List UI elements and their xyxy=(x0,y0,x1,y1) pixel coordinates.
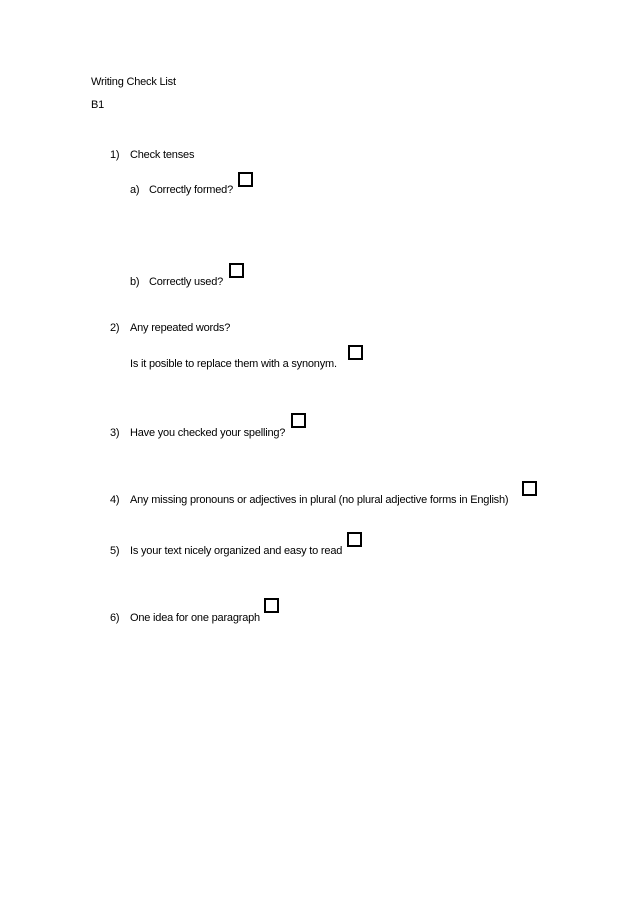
item-text-1: Check tenses xyxy=(130,149,195,161)
item-number-2: 2) xyxy=(110,322,120,334)
checkbox-organized[interactable] xyxy=(347,532,362,547)
item-number-3: 3) xyxy=(110,427,120,439)
checkbox-pronouns[interactable] xyxy=(522,481,537,496)
item-text-2-followup: Is it posible to replace them with a synonym. xyxy=(130,358,337,370)
item-text-5: Is your text nicely organized and easy to read xyxy=(130,545,343,557)
sub-item-text-b: Correctly used? xyxy=(149,276,224,288)
page-title: Writing Check List xyxy=(91,76,176,88)
checkbox-synonym[interactable] xyxy=(348,345,363,360)
checkbox-correctly-formed[interactable] xyxy=(238,172,253,187)
item-number-6: 6) xyxy=(110,612,120,624)
level-label: B1 xyxy=(91,99,105,111)
item-text-4: Any missing pronouns or adjectives in plural (no plural adjective forms in English) xyxy=(130,494,509,506)
item-number-5: 5) xyxy=(110,545,120,557)
item-number-4: 4) xyxy=(110,494,120,506)
checkbox-correctly-used[interactable] xyxy=(229,263,244,278)
item-text-3: Have you checked your spelling? xyxy=(130,427,286,439)
sub-item-number-a: a) xyxy=(130,184,140,196)
sub-item-text-a: Correctly formed? xyxy=(149,184,234,196)
sub-item-number-b: b) xyxy=(130,276,140,288)
checkbox-spelling[interactable] xyxy=(291,413,306,428)
item-text-6: One idea for one paragraph xyxy=(130,612,260,624)
item-text-2: Any repeated words? xyxy=(130,322,231,334)
item-number-1: 1) xyxy=(110,149,120,161)
checkbox-paragraph[interactable] xyxy=(264,598,279,613)
